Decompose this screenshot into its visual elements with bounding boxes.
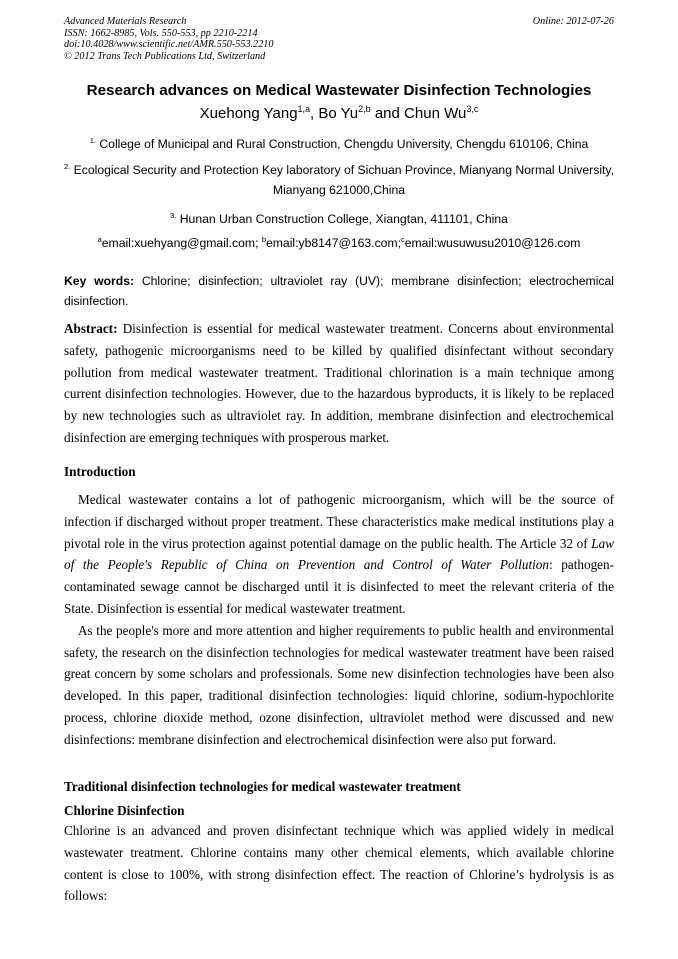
paper-title: Research advances on Medical Wastewater Disinfection Technologies (86, 82, 592, 99)
email-mark: b (261, 235, 266, 244)
email-link[interactable]: email:wusuwusu2010@126.com (404, 236, 581, 250)
journal-issn: ISSN: 1662-8985, Vols. 550-553, pp 2210-2214 (64, 27, 258, 39)
email-mark: a (97, 235, 102, 244)
introduction-body (64, 489, 614, 751)
author-name: Xuehong Yang (199, 105, 298, 122)
chlorine-paragraph: Chlorine is an advanced and proven disinfectant technique which was applied widely in medical wastewater treatment. Chlorine contains many other chemical elements, which available chlorine content is close to 100%, with strong disinfection effect. The reaction of Chlorine’s hydrolysis is as follows: (64, 823, 614, 904)
affiliation-1 (40, 134, 638, 154)
email-link[interactable]: email:yb8147@163.com; (265, 236, 401, 250)
section-heading-introduction: Introduction (64, 464, 136, 479)
author-separator: and (370, 105, 405, 122)
author-name: Chun Wu (404, 105, 467, 122)
keywords-text: Chlorine; disinfection; ultraviolet ray (UV); membrane disinfection; electrochemical disinfection. (64, 274, 614, 308)
journal-doi[interactable]: doi:10.4028/www.scientific.net/AMR.550-553.2210 (64, 39, 274, 50)
paragraph (64, 489, 614, 620)
section-heading-traditional: Traditional disinfection technologies for medical wastewater treatment (64, 779, 461, 794)
keywords (64, 271, 614, 311)
author-emails (40, 233, 638, 253)
affiliation-number: 3. (170, 211, 177, 220)
journal-info (64, 16, 614, 62)
paragraph-text: : pathogen-contaminated sewage cannot be discharged until it is disinfected to meet the relevant criteria of the State. Disinfection is essential for medical wastewater treatment. (64, 557, 614, 616)
affiliation-3 (40, 209, 638, 229)
affiliation-2 (40, 160, 638, 200)
author-name: Bo Yu (318, 105, 359, 122)
affiliation-text: Hunan Urban Construction College, Xiangtan, 411101, China (179, 212, 508, 226)
abstract (64, 318, 614, 449)
author-separator: , (310, 105, 319, 122)
journal-name: Advanced Materials Research (64, 16, 187, 27)
journal-header (64, 16, 614, 62)
author-list (40, 104, 638, 124)
abstract-text: Disinfection is essential for medical wastewater treatment. Concerns about environmental safety, pathogenic microorganisms need to be killed by qualified disinfectant without secondary pollution from medical wastewater treatment. Traditional chlorination is a main technique among current disinfection technologies. However, due to the hazardous byproducts, it is likely to be replaced by new technologies such as ultraviolet ray. In addition, membrane disinfection and electrochemical disinfection are emerging techniques with prosperous market. (64, 321, 614, 445)
online-date: Online: 2012-07-26 (532, 16, 614, 27)
subsection-heading-chlorine: Chlorine Disinfection (64, 803, 185, 818)
author-affiliation-mark: 1,a (297, 104, 311, 114)
journal-copyright: © 2012 Trans Tech Publications Ltd, Switzerland (64, 50, 266, 62)
abstract-label: Abstract: (64, 321, 118, 336)
email-mark: c (400, 235, 405, 244)
author-affiliation-mark: 3,c (466, 104, 479, 114)
paragraph-text: Medical wastewater contains a lot of pathogenic microorganism, which will be the source of infection if discharged without proper treatment. These characteristics make medical institutions play a pivotal role in the virus protection against potential damage on the public health. The Article 32 of (64, 492, 614, 551)
law-title: Law of the People's Republic of China on Prevention and Control of Water Pollution (64, 535, 614, 573)
affiliation-text: Ecological Security and Protection Key laboratory of Sichuan Province, Mianyang Normal University, Mianyang 621000,China (73, 163, 614, 197)
affiliation-number: 1. (89, 136, 96, 145)
author-affiliation-mark: 2,b (358, 104, 371, 114)
email-link[interactable]: email:xuehyang@gmail.com; (101, 236, 262, 250)
paragraph: As the people's more and more attention and higher requirements to public health and environmental safety, the research on the disinfection technologies for medical wastewater treatment have been raised great concern by some scholars and professionals. Some new disinfection technologies have been also developed. In this paper, traditional disinfection technologies: liquid chlorine, sodium-hypochlorite process, chlorine dioxide method, ozone disinfection, ultraviolet method were discussed and new disinfections: membrane disinfection and electrochemical disinfection were also put forward. (64, 622, 614, 747)
affiliation-number: 2. (64, 162, 71, 171)
keywords-label: Key words: (64, 274, 135, 288)
affiliation-text: College of Municipal and Rural Construction, Chengdu University, Chengdu 610106, China (99, 137, 589, 151)
